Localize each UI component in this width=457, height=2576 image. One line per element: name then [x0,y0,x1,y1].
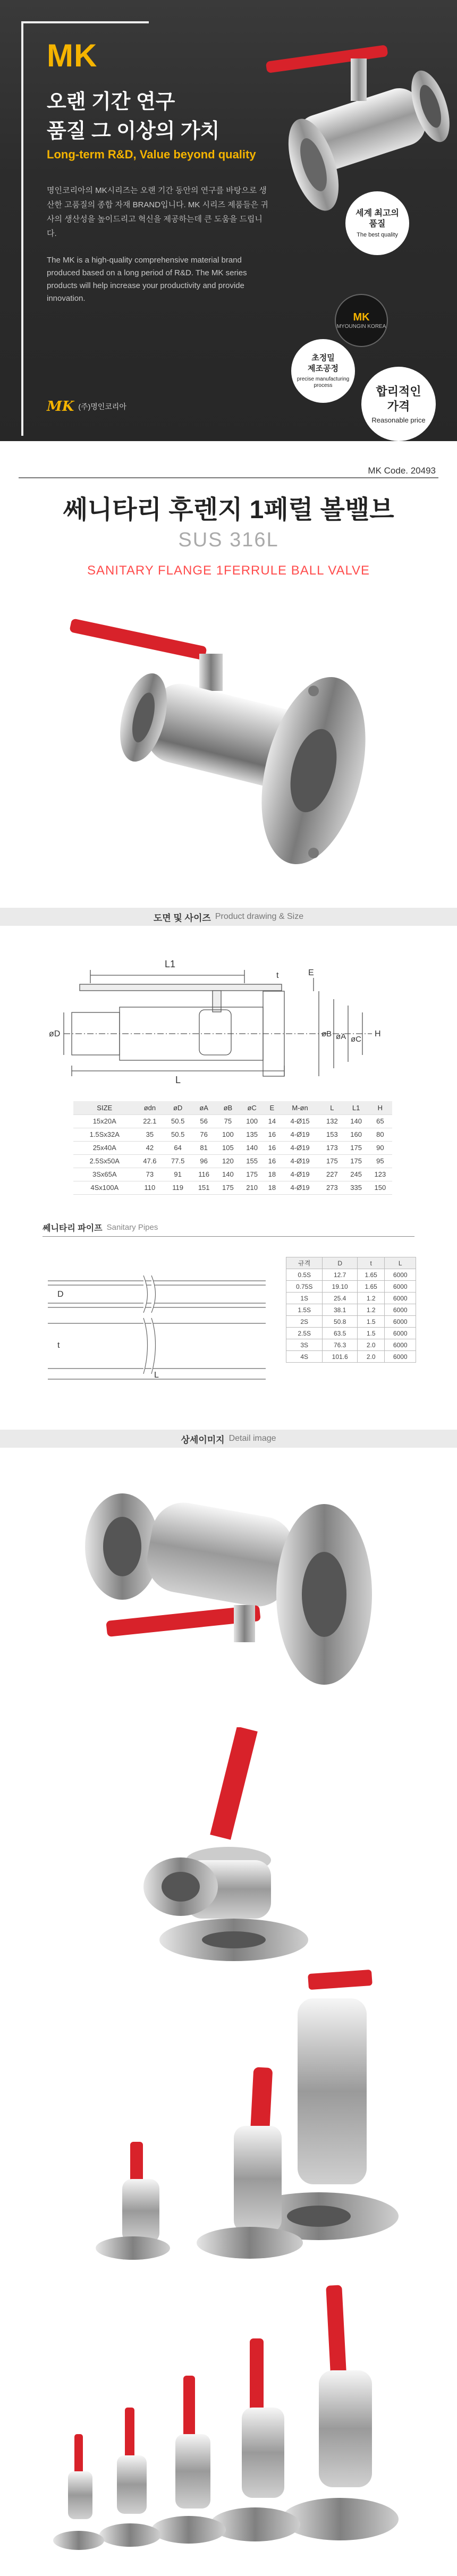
table-cell: 6000 [385,1339,416,1351]
table-cell: 47.6 [136,1154,164,1168]
drawing-label-L: L [175,1075,181,1085]
section-title: 도면 및 사이즈 [153,913,211,923]
badge-mk-text: MK [353,311,370,323]
detail-image-4 [0,2275,457,2572]
table-cell: 4S [286,1351,323,1363]
table-cell: 4-Ø15 [280,1114,320,1128]
table-header-row [73,1101,392,1114]
table-cell: 1.5 [357,1316,384,1328]
table-row [286,1269,416,1281]
pipe-label-L: L [154,1371,159,1380]
section-title-en: Product drawing & Size [215,912,304,921]
table-cell: 73 [136,1168,164,1181]
table-cell: 3S [286,1339,323,1351]
hero-title: 오랜 기간 연구 [47,91,175,113]
table-header-cell: H [368,1101,392,1114]
table-cell: 1.2 [357,1293,384,1304]
table-cell: 153 [320,1128,344,1141]
product-title-en: SANITARY FLANGE 1FERRULE BALL VALVE [87,563,370,578]
table-cell: 50.8 [323,1316,358,1328]
table-cell: 160 [344,1128,368,1141]
table-cell: 2.5Sx50A [73,1154,136,1168]
table-header-cell: øA [192,1101,216,1114]
table-cell: 175 [216,1181,240,1194]
table-cell: 76.3 [323,1339,358,1351]
table-cell: 50.5 [164,1114,192,1128]
table-row [286,1293,416,1304]
table-cell: 173 [320,1141,344,1154]
frame-line [21,21,149,23]
table-cell: 2.0 [357,1339,384,1351]
table-header-cell: SIZE [73,1101,136,1114]
pipe-label-D: D [57,1290,64,1299]
section-title-en: Detail image [228,1434,276,1443]
divider [19,477,438,478]
table-cell: 35 [136,1128,164,1141]
table-cell: 273 [320,1181,344,1194]
table-cell: 150 [368,1181,392,1194]
drawing-label-oB: øB [321,1029,332,1038]
table-cell: 120 [216,1154,240,1168]
table-header-cell: ødn [136,1101,164,1114]
table-cell: 65 [368,1114,392,1128]
table-cell: 0.5S [286,1269,323,1281]
section-title: 상세이미지 [181,1434,225,1445]
logo-mark: MK [47,399,74,415]
badge-label: 품질 [369,219,386,229]
hero-description-kr: 명인코리아의 MK시리즈는 오랜 기간 동안의 연구를 바탕으로 생산한 고품질의 종합 자재 BRAND입니다. MK 시리즈 제품들은 귀사의 생산성을 높이드리고 혁신을 제공하는데 큰 도움을 드립니다. [47,186,268,238]
drawing-label-oD: øD [49,1029,61,1038]
subsection-title: 쎄니타리 파이프 [43,1224,103,1233]
badge-label: 초정밀 [311,353,335,362]
table-cell: 6000 [385,1281,416,1293]
table-cell: 6000 [385,1269,416,1281]
hero-banner [0,0,457,441]
brand-logo-text: MK [47,38,98,73]
product-code: MK Code. 20493 [368,466,436,476]
table-cell: 25x40A [73,1141,136,1154]
table-cell: 63.5 [323,1328,358,1339]
table-cell: 175 [344,1154,368,1168]
company-name: (주)명인코리아 [78,402,126,411]
table-cell: 175 [320,1154,344,1168]
table-cell: 1.5Sx32A [73,1128,136,1141]
table-cell: 100 [240,1114,264,1128]
table-cell: 132 [320,1114,344,1128]
badge-label: 합리적인 [376,384,421,398]
product-material: SUS 316L [178,529,279,551]
table-cell: 119 [164,1181,192,1194]
table-row [286,1281,416,1293]
table-row [286,1339,416,1351]
hero-description-en: The MK is a high-quality comprehensive material brand produced based on a long period of R&D. The MK series products will help increase your productivity and provide innovation. [47,256,247,303]
drawing-label-E: E [308,968,314,977]
table-cell: 2S [286,1316,323,1328]
main-product-image [64,590,383,888]
table-cell: 15x20A [73,1114,136,1128]
table-cell: 22.1 [136,1114,164,1128]
table-cell: 1S [286,1293,323,1304]
table-cell: 16 [264,1128,280,1141]
table-cell: 3Sx65A [73,1168,136,1181]
table-cell: 245 [344,1168,368,1181]
pipe-table [286,1257,416,1363]
table-cell: 116 [192,1168,216,1181]
table-cell: 19.10 [323,1281,358,1293]
table-cell: 1.65 [357,1281,384,1293]
drawing-label-oA: øA [336,1032,346,1041]
detail-image-1 [0,1467,457,1717]
table-cell: 90 [368,1141,392,1154]
table-cell: 38.1 [323,1304,358,1316]
table-row [73,1114,392,1128]
table-row [286,1316,416,1328]
hero-title: 품질 그 이상의 가치 [47,120,220,142]
subsection-title-en: Sanitary Pipes [106,1223,158,1232]
drawing-label-t: t [276,971,279,980]
table-row [73,1181,392,1194]
table-cell: 140 [240,1141,264,1154]
table-cell: 75 [216,1114,240,1128]
table-cell: 16 [264,1141,280,1154]
badge-label: 세계 최고의 [356,209,399,218]
divider [43,1236,414,1237]
table-cell: 25.4 [323,1293,358,1304]
table-cell: 6000 [385,1304,416,1316]
table-cell: 2.5S [286,1328,323,1339]
badge-mk-logo [335,294,388,347]
size-table [73,1101,392,1195]
drawing-label-L1: L1 [165,959,176,969]
table-cell: 4-Ø19 [280,1141,320,1154]
hero-subtitle: Long-term R&D, Value beyond quality [47,148,256,161]
table-cell: 0.75S [286,1281,323,1293]
table-cell: 175 [240,1168,264,1181]
subsection-header-pipes [43,1221,158,1234]
table-cell: 56 [192,1114,216,1128]
table-cell: 6000 [385,1293,416,1304]
badge-label-en: Reasonable price [371,416,426,424]
section-header-detail [0,1430,457,1448]
table-cell: 123 [368,1168,392,1181]
table-cell: 140 [216,1168,240,1181]
table-cell: 105 [216,1141,240,1154]
table-cell: 16 [264,1154,280,1168]
table-cell: 1.2 [357,1304,384,1316]
table-cell: 4-Ø19 [280,1128,320,1141]
table-row [73,1168,392,1181]
table-cell: 6000 [385,1351,416,1363]
badge-label-en: precise manufacturing process [297,376,350,388]
table-row [286,1328,416,1339]
detail-image-3 [0,1966,457,2269]
table-cell: 6000 [385,1328,416,1339]
table-cell: 12.7 [323,1269,358,1281]
hero-valve-image [250,21,457,223]
table-cell: 18 [264,1181,280,1194]
table-row [73,1154,392,1168]
table-cell: 77.5 [164,1154,192,1168]
table-header-cell: M-øn [280,1101,320,1114]
table-cell: 155 [240,1154,264,1168]
company-logo [47,399,126,415]
table-cell: 100 [216,1128,240,1141]
table-header-cell: øB [216,1101,240,1114]
table-row [73,1128,392,1141]
badge-precise-process [291,339,355,403]
table-cell: 95 [368,1154,392,1168]
table-header-row [286,1257,416,1269]
table-cell: 110 [136,1181,164,1194]
table-cell: 175 [344,1141,368,1154]
section-header-drawing [0,908,457,926]
table-cell: 14 [264,1114,280,1128]
table-row [286,1351,416,1363]
pipe-drawing [43,1260,271,1382]
table-cell: 81 [192,1141,216,1154]
table-cell: 135 [240,1128,264,1141]
badge-mk-sub: MYOUNGIN KOREA [336,323,386,330]
table-row [286,1304,416,1316]
table-cell: 151 [192,1181,216,1194]
table-header-cell: D [323,1257,358,1269]
badge-best-quality [345,191,409,255]
table-cell: 50.5 [164,1128,192,1141]
table-cell: 18 [264,1168,280,1181]
table-cell: 96 [192,1154,216,1168]
table-cell: 2.0 [357,1351,384,1363]
table-header-cell: øC [240,1101,264,1114]
table-cell: 4-Ø19 [280,1181,320,1194]
table-cell: 80 [368,1128,392,1141]
table-cell: 6000 [385,1316,416,1328]
table-header-cell: 규격 [286,1257,323,1269]
frame-line [21,21,23,436]
table-cell: 335 [344,1181,368,1194]
table-header-cell: L [320,1101,344,1114]
table-cell: 42 [136,1141,164,1154]
pipe-label-t: t [57,1341,60,1350]
table-cell: 1.5 [357,1328,384,1339]
table-cell: 4Sx100A [73,1181,136,1194]
badge-reasonable-price [361,367,436,441]
drawing-label-H: H [375,1029,381,1038]
table-cell: 4-Ø19 [280,1168,320,1181]
badge-label: 가격 [387,399,410,413]
table-cell: 140 [344,1114,368,1128]
badge-label: 제조공정 [308,364,338,373]
table-header-cell: L [385,1257,416,1269]
table-cell: 210 [240,1181,264,1194]
table-cell: 1.5S [286,1304,323,1316]
table-cell: 227 [320,1168,344,1181]
technical-drawing [43,946,425,1089]
table-cell: 91 [164,1168,192,1181]
table-header-cell: L1 [344,1101,368,1114]
table-cell: 101.6 [323,1351,358,1363]
table-cell: 1.65 [357,1269,384,1281]
drawing-label-oC: øC [351,1035,361,1044]
detail-image-2 [0,1727,457,1966]
table-row [73,1141,392,1154]
table-header-cell: t [357,1257,384,1269]
badge-label-en: The best quality [357,232,398,238]
table-cell: 64 [164,1141,192,1154]
table-cell: 4-Ø19 [280,1154,320,1168]
table-header-cell: øD [164,1101,192,1114]
table-cell: 76 [192,1128,216,1141]
table-header-cell: E [264,1101,280,1114]
product-title: 쎄니타리 후렌지 1페럴 볼밸브 [63,496,394,524]
